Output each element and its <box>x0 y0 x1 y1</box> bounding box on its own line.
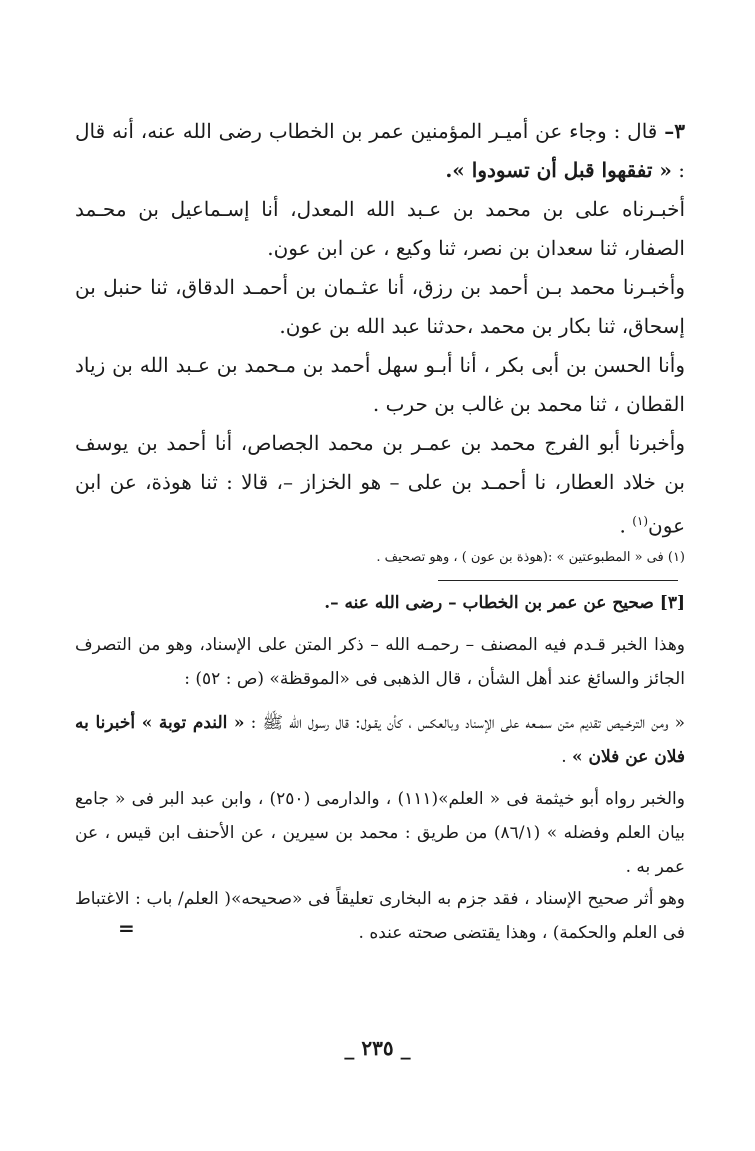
note-paragraph-2 <box>75 706 685 774</box>
paragraph-text: وهو أثر صحيح الإسناد ، فقد جزم به البخارى تعليقاً فى «صحيحه»( العلم/ باب : الاغتباط فى العلم والحكمة) ، وهذا يقتضى صحته عنده . <box>75 889 685 943</box>
footnote-separator <box>438 580 678 581</box>
note-paragraph-4 <box>75 882 685 950</box>
page-number: _ ٢٣٥ _ <box>344 1036 411 1060</box>
note-paragraph-3 <box>75 782 685 884</box>
paragraph-text: « ومن الترخـيص تقديم متن سمـعه على الإسناد وبالعكس ، كأن يقـول: قال رسول الله ﷺ : <box>244 713 685 733</box>
note-paragraph-1 <box>75 628 685 696</box>
heading-text: [٣] صحيح عن عمر بن الخطاب – رضى الله عنه –. <box>324 593 685 613</box>
paragraph-end: . <box>561 747 573 767</box>
isnad-paragraph-2 <box>75 268 685 346</box>
continuation-mark: = <box>118 916 135 940</box>
quoted-saying: « تفقهوا قبل أن تسودوا ». <box>445 158 672 182</box>
quoted-hadith: « الندم توبة » أخبرنا به فلان عن فلان » <box>75 713 685 767</box>
note-heading <box>75 586 685 620</box>
paragraph-text: وأخبـرنا محمد بـن أحمد بن رزق، أنا عثـمان بن أحمـد الدقاق، ثنا حنبل بن إسحاق، ثنا بكار بن محمد ،حدثنا عبد الله بن عون. <box>75 275 685 338</box>
paragraph-end: . <box>619 513 633 538</box>
item-number: ٣– <box>664 119 685 143</box>
paragraph-athar-3 <box>75 112 685 190</box>
footnote-reference: (١) <box>632 514 649 528</box>
paragraph-text: وأخبرنا أبو الفرج محمد بن عمـر بن محمد الجصاص، أنا أحمد بن يوسف بن خلاد العطار، نا أحمـد بن على – هو الخزاز –، قالا : ثنا هوذة، عن ابن عون <box>75 431 685 538</box>
paragraph-text: قال : وجاء عن أميـر المؤمنين عمر بن الخطاب رضى الله عنه، أنه قال : <box>75 119 685 182</box>
isnad-paragraph-1 <box>75 190 685 268</box>
isnad-paragraph-3 <box>75 346 685 424</box>
footnote-text: (١) فى « المطبوعتين » :(هوذة بن عون ) ، وهو تصحيف . <box>376 550 685 565</box>
paragraph-text: أخبـرناه على بن محمد بن عـبد الله المعدل، أنا إسـماعيل بن محـمد الصفار، ثنا سعدان بن نصر، ثنا وكيع ، عن ابن عون. <box>75 197 685 260</box>
isnad-paragraph-4 <box>75 424 685 546</box>
paragraph-text: وهذا الخبر قـدم فيه المصنف – رحمـه الله – ذكر المتن على الإسناد، وهو من التصرف الجائز والسائغ عند أهل الشأن ، قال الذهبى فى «الموقظة» (ص : ٥٢) : <box>75 635 685 689</box>
paragraph-text: والخبر رواه أبو خيثمة فى « العلم»(١١١) ، والدارمى (٢٥٠) ، وابن عبد البر فى « جامع بيان العلم وفضله » (٨٦/١) من طريق : محمد بن سيرين ، عن الأحنف ابن قيس ، عن عمر به . <box>75 789 686 877</box>
paragraph-text: وأنا الحسن بن أبى بكر ، أنا أبـو سهل أحمد بن مـحمد بن عـبد الله بن زياد القطان ، ثنا محمد بن غالب بن حرب . <box>75 353 685 416</box>
footnote <box>75 548 685 568</box>
